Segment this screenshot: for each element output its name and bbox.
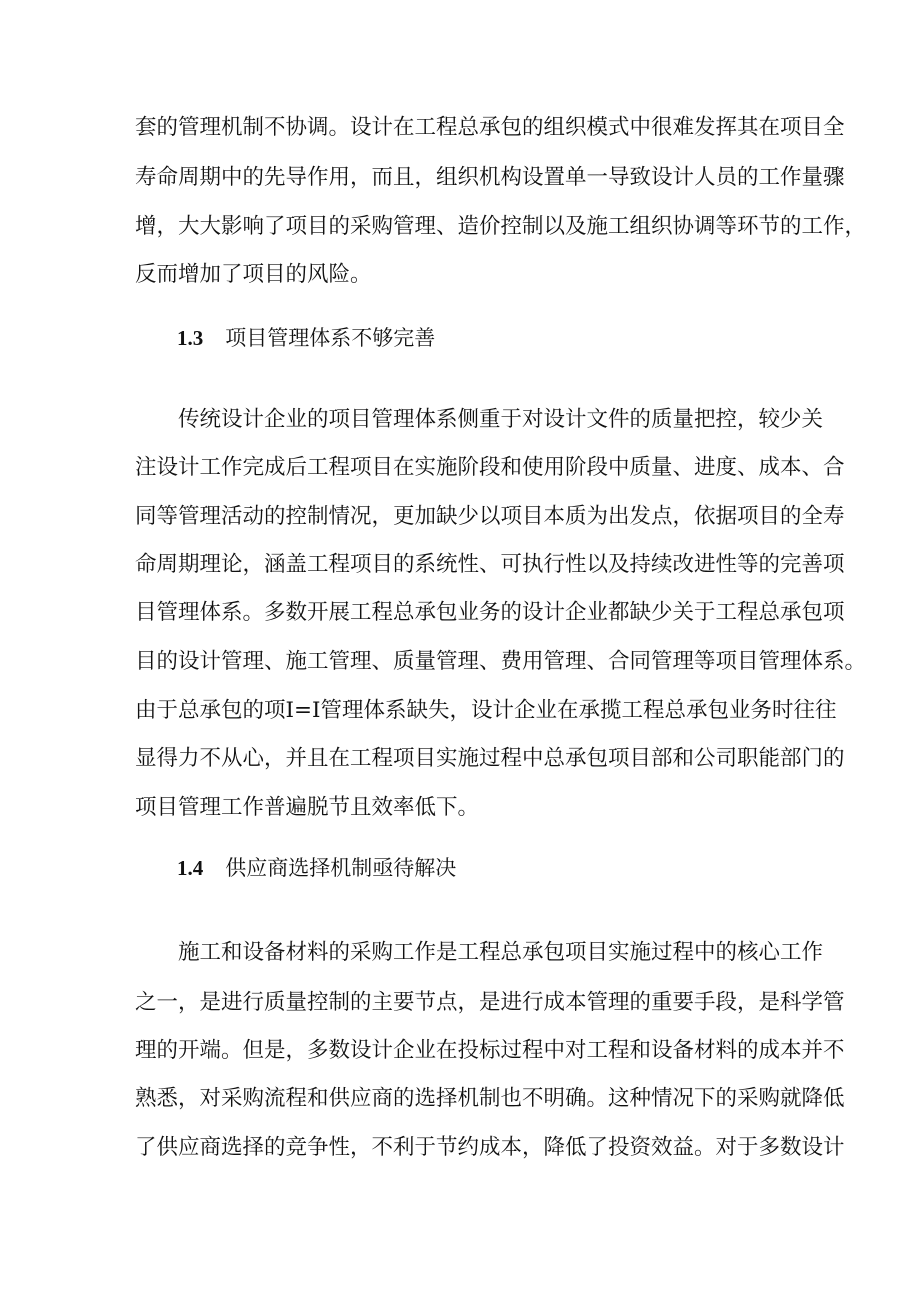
text-line: 套的管理机制不协调。设计在工程总承包的组织模式中很难发挥其在项目全 [135,115,845,140]
text-line: 注设计工作完成后工程项目在实施阶段和使用阶段中质量、进度、成本、合 [135,455,845,480]
section-title: 项目管理体系不够完善 [225,326,436,350]
text-line: 之一，是进行质量控制的主要节点，是进行成本管理的重要手段，是科学管 [135,990,845,1015]
text-line: 目管理体系。多数开展工程总承包业务的设计企业都缺少关于工程总承包项 [135,600,845,625]
text-line: 寿命周期中的先导作用，而且，组织机构设置单一导致设计人员的工作量骤 [135,165,845,190]
text-line: 命周期理论，涵盖工程项目的系统性、可执行性以及持续改进性等的完善项 [135,552,845,577]
section-heading-1-3 [177,325,435,351]
text-line: 目的设计管理、施工管理、质量管理、费用管理、合同管理等项目管理体系。 [135,649,867,674]
section-title: 供应商选择机制亟待解决 [225,856,457,880]
text-line: 同等管理活动的控制情况，更加缺少以项目本质为出发点，依据项目的全寿 [135,504,845,529]
text-line: 增，大大影响了项目的采购管理、造价控制以及施工组织协调等环节的工作， [135,214,867,239]
text-line: 理的开端。但是，多数设计企业在投标过程中对工程和设备材料的成本并不 [135,1038,845,1063]
text-line: 由于总承包的项I=I管理体系缺失，设计企业在承揽工程总承包业务时往往 [135,698,837,723]
text-line: 了供应商选择的竞争性，不利于节约成本，降低了投资效益。对于多数设计 [135,1135,845,1160]
text-line: 显得力不从心，并且在工程项目实施过程中总承包项目部和公司职能部门的 [135,746,845,771]
text-line: 熟悉，对采购流程和供应商的选择机制也不明确。这种情况下的采购就降低 [135,1086,845,1111]
text-line: 传统设计企业的项目管理体系侧重于对设计文件的质量把控，较少关 [178,407,824,432]
text-line: 项目管理工作普遍脱节且效率低下。 [135,795,480,820]
section-number: 1.4 [177,856,204,880]
section-number: 1.3 [177,326,204,350]
text-line: 施工和设备材料的采购工作是工程总承包项目实施过程中的核心工作 [178,940,824,965]
section-heading-1-4 [177,855,456,881]
text-line: 反而增加了项目的风险。 [135,262,372,287]
